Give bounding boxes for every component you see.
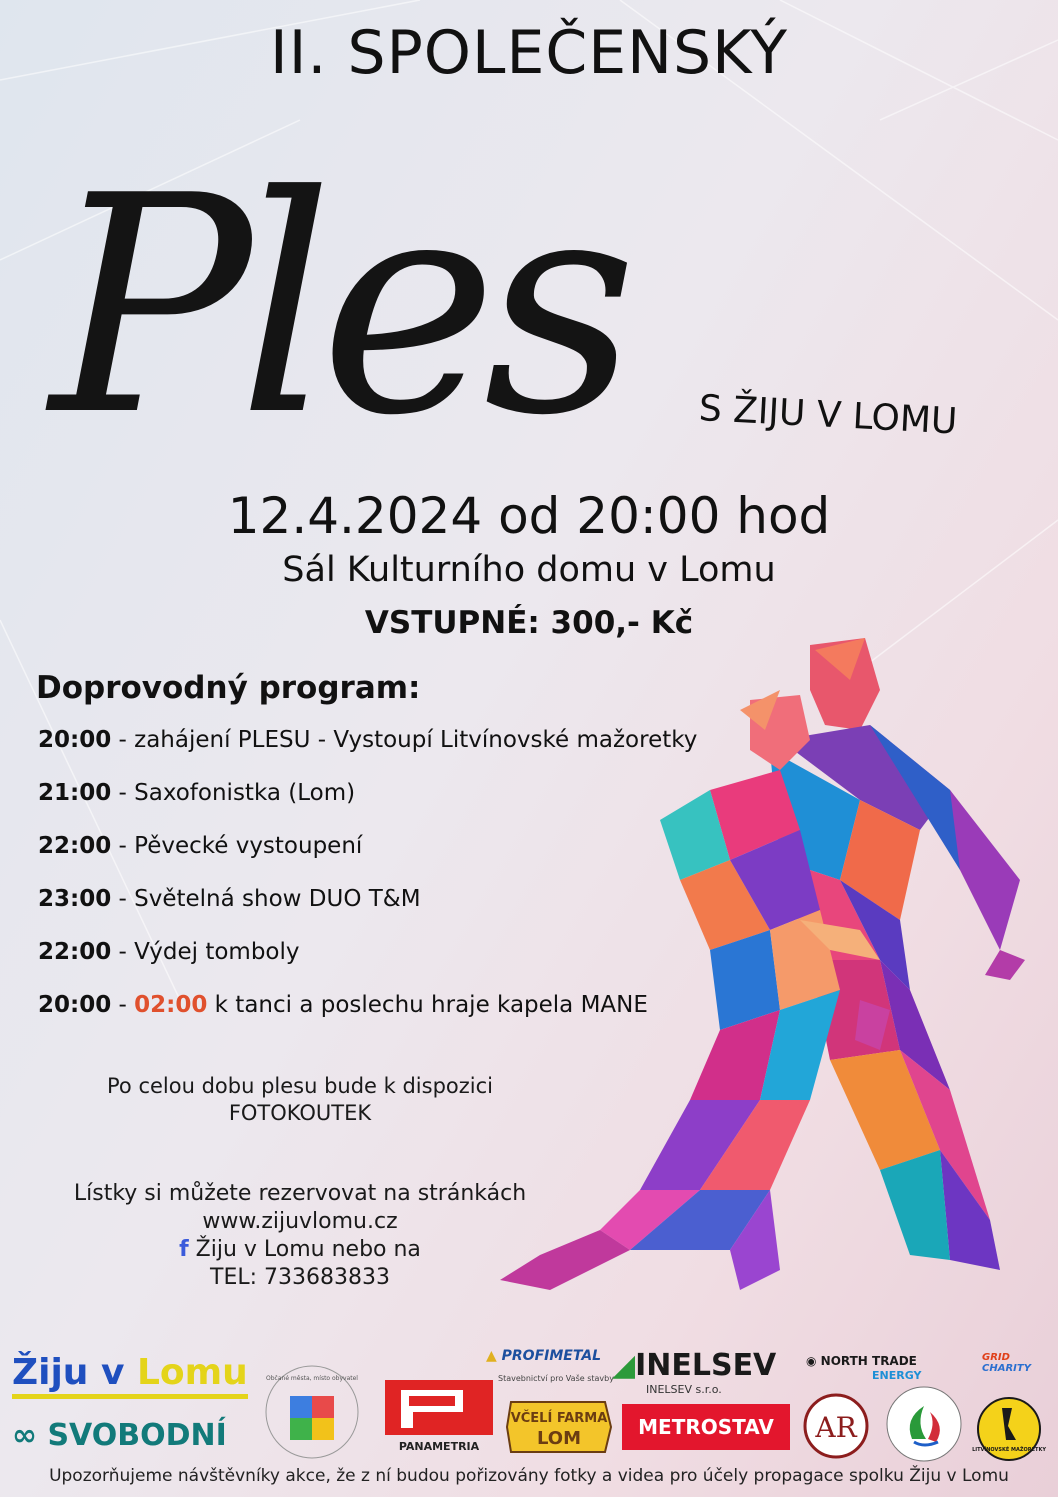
photo-disclaimer: Upozorňujeme návštěvníky akce, že z ní budou pořizovány fotky a videa pro účely propagace spolku Žiju v Lomu (49, 1466, 1009, 1486)
mazoretky-logo (972, 1396, 1046, 1462)
metrostav-logo: METROSTAV (622, 1404, 790, 1450)
profimetal-logo: ▲ PROFIMETAL (486, 1348, 602, 1364)
svg-text:LOM: LOM (536, 1428, 582, 1449)
poster-subtitle: S ŽIJU V LOMU (697, 388, 959, 443)
inelsev-logo: ◢INELSEV (612, 1348, 777, 1383)
program-end-time: 02:00 (134, 992, 208, 1018)
ziju-underline (12, 1394, 248, 1399)
obcane-logo (262, 1362, 362, 1462)
program-text: - Světelná show DUO T&M (111, 886, 421, 912)
program-time: 22:00 (38, 939, 112, 965)
program-item (38, 833, 362, 859)
program-item (38, 939, 300, 965)
program-item (38, 886, 421, 912)
program-text: - Pěvecké vystoupení (111, 833, 363, 859)
photo-line: FOTOKOUTEK (228, 1101, 372, 1125)
energy-label: ENERGY (872, 1369, 922, 1382)
svg-text:LITVÍNOVSKÉ MAŽORETKY: LITVÍNOVSKÉ MAŽORETKY (972, 1447, 1046, 1453)
program-time: 20:00 (38, 727, 112, 753)
facebook-icon: f (179, 1237, 189, 1262)
ziju-v-lomu-logo: Žiju v Lomu (12, 1352, 248, 1393)
tickets-phone: TEL: 733683833 (210, 1265, 390, 1290)
program-time: 20:00 (38, 992, 112, 1018)
grid-charity-logo: GRID CHARITY (982, 1352, 1031, 1374)
north-trade-logo: ◉ NORTH TRADE (806, 1354, 917, 1368)
tickets-line: f Žiju v Lomu nebo na (179, 1237, 421, 1262)
svg-text:PANAMETRIA: PANAMETRIA (398, 1440, 480, 1453)
tickets-line: Lístky si můžete rezervovat na stránkách (73, 1181, 527, 1206)
poster-kicker: II. SPOLEČENSKÝ (270, 18, 788, 88)
svg-text:Občané města, místo obyvatel: Občané města, místo obyvatel (266, 1375, 358, 1382)
profimetal-tagline: Stavebnictví pro Vaše stavby (498, 1374, 614, 1383)
svg-text:AR: AR (815, 1411, 857, 1444)
event-venue: Sál Kulturního domu v Lomu (282, 550, 776, 590)
title-script (30, 132, 750, 481)
program-time: 22:00 (38, 833, 112, 859)
program-text: - Saxofonistka (Lom) (111, 780, 356, 806)
tickets-url[interactable]: www.zijuvlomu.cz (202, 1209, 398, 1234)
photo-line: Po celou dobu plesu bude k dispozici (107, 1074, 493, 1098)
program-text: k tanci a poslechu hraje kapela MANE (207, 992, 648, 1018)
title-text: Ples (50, 132, 624, 481)
vceli-farma-logo (505, 1398, 613, 1456)
obcany-logo (884, 1384, 964, 1464)
program-text: - Výdej tomboly (111, 939, 300, 965)
event-datetime: 12.4.2024 od 20:00 hod (227, 487, 831, 545)
inelsev-sub: INELSEV s.r.o. (646, 1383, 722, 1396)
entry-fee: VSTUPNÉ: 300,- Kč (364, 605, 694, 641)
ar-logo (802, 1392, 870, 1460)
svobodni-logo: ∞ SVOBODNÍ (12, 1418, 227, 1453)
program-time: 21:00 (38, 780, 112, 806)
program-time: 23:00 (38, 886, 112, 912)
svg-text:VČELÍ FARMA: VČELÍ FARMA (510, 1411, 608, 1426)
dancers-illustration (480, 630, 1040, 1320)
program-text: - zahájení PLESU - Vystoupí Litvínovské mažoretky (111, 727, 698, 753)
program-dash: - (111, 992, 135, 1018)
program-heading: Doprovodný program: (36, 670, 421, 706)
program-item (38, 780, 355, 806)
panametria-logo (385, 1380, 493, 1455)
